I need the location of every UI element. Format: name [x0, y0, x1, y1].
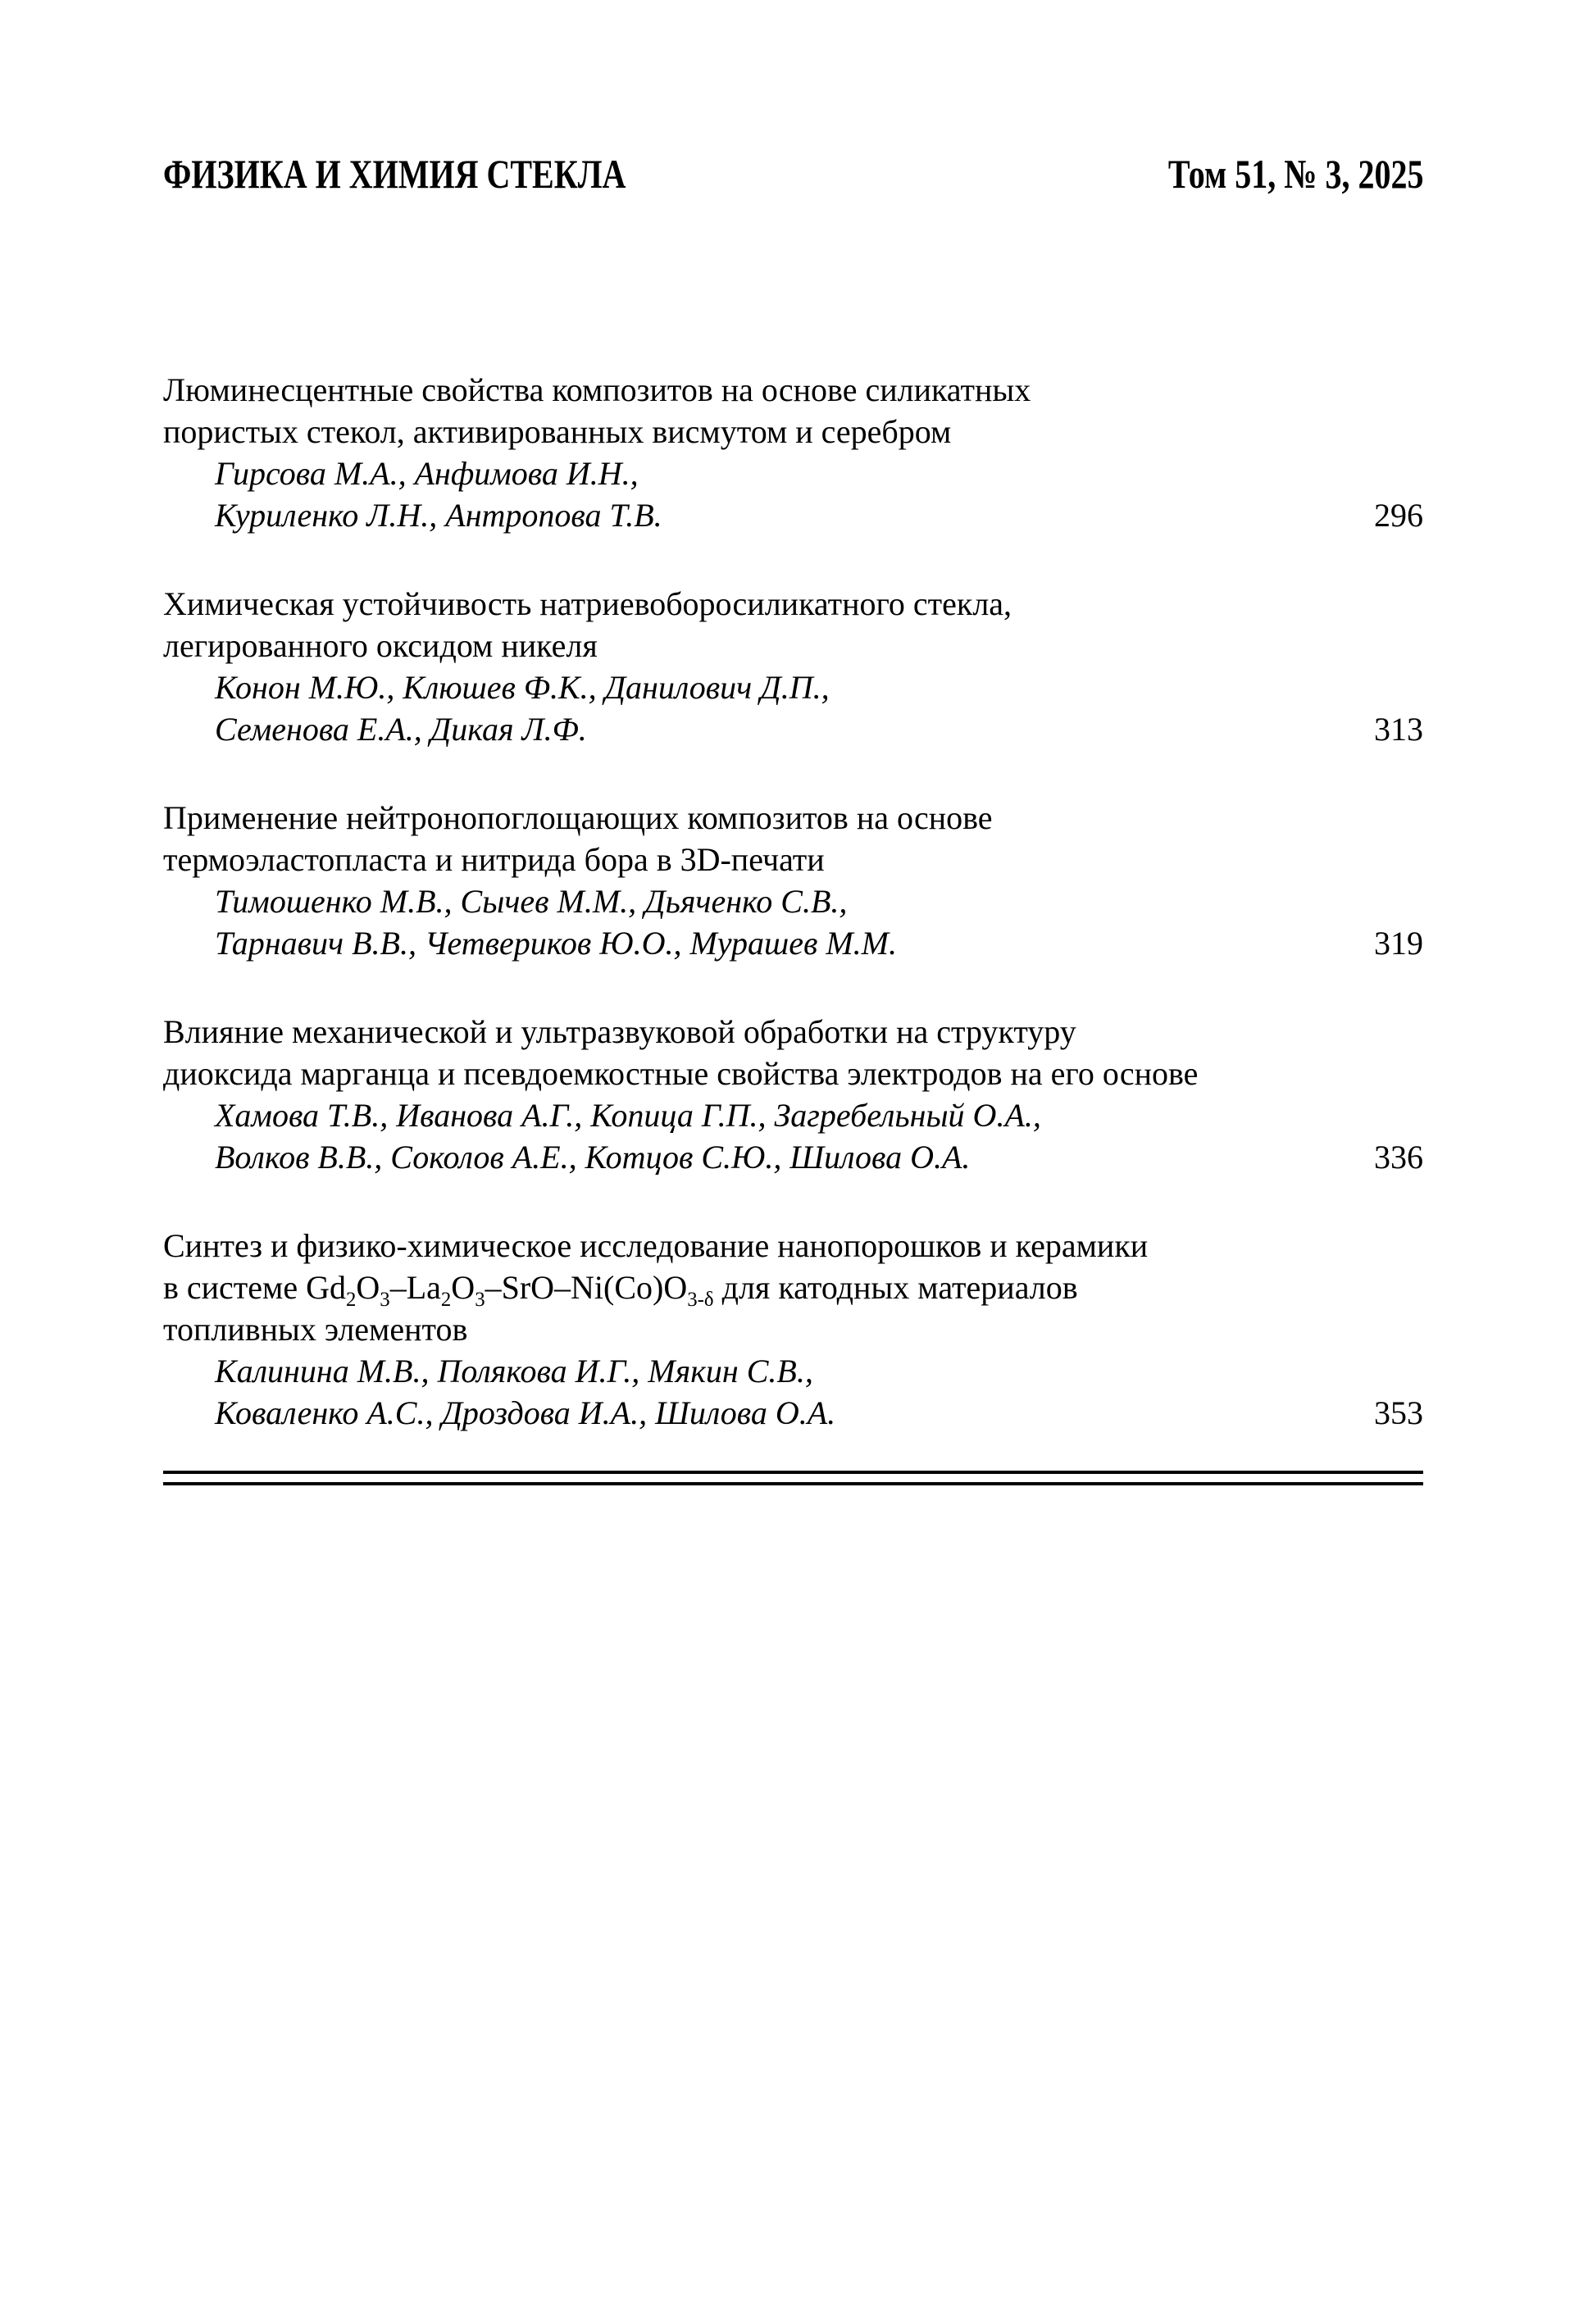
entry-title-line: Влияние механической и ультразвуковой обработки на структуру — [163, 1013, 1076, 1050]
entry-authors-page-line — [163, 922, 1423, 964]
entry-title-line: диоксида марганца и псевдоемкостные свойства электродов на его основе — [163, 1055, 1199, 1092]
toc-entry — [163, 583, 1423, 750]
issue-info: Том 51, № 3, 2025 — [1167, 151, 1423, 197]
entry-page-number: 296 — [1374, 497, 1423, 534]
entry-title-line: Применение нейтронопоглощающих композитов на основе — [163, 799, 993, 836]
entry-title-line: Химическая устойчивость натриевоборосиликатного стекла, — [163, 585, 1012, 622]
entry-title-line: Синтез и физико-химическое исследование нанопорошков и керамики — [163, 1227, 1149, 1264]
entry-authors-line: Тарнавич В.В., Четвериков Ю.О., Мурашев М.М. — [215, 925, 897, 962]
entry-authors-line: Калинина М.В., Полякова И.Г., Мякин С.В., — [215, 1353, 813, 1389]
entry-title-line: топливных элементов — [163, 1311, 468, 1348]
entry-title-line: Люминесцентные свойства композитов на основе силикатных — [163, 371, 1031, 408]
entry-authors-line: Семенова Е.А., Дикая Л.Ф. — [215, 711, 587, 748]
entry-authors-line: Тимошенко М.В., Сычев М.М., Дьяченко С.В., — [215, 883, 848, 920]
entry-page-number: 313 — [1374, 711, 1423, 748]
entry-authors-line: Гирсова М.А., Анфимова И.Н., — [215, 455, 639, 492]
formula-subscript: 2 — [346, 1289, 357, 1311]
entry-title-line: термоэластопласта и нитрида бора в 3D-печати — [163, 841, 825, 878]
formula-text: –La — [389, 1269, 441, 1306]
formula-subscript: 3 — [380, 1289, 390, 1311]
formula-subscript: 3 — [475, 1289, 485, 1311]
toc-entry — [163, 1011, 1423, 1178]
bottom-double-rule — [163, 1471, 1423, 1485]
entry-page-number: 353 — [1374, 1394, 1423, 1431]
entry-title-line: пористых стекол, активированных висмутом и серебром — [163, 413, 952, 450]
formula-subscript: 3-δ — [687, 1289, 714, 1311]
formula-text: O — [356, 1269, 380, 1306]
entry-authors-page-line — [163, 1136, 1423, 1178]
entry-authors-line: Конон М.Ю., Клюшев Ф.К., Данилович Д.П., — [215, 669, 830, 706]
entry-authors-page-line — [163, 1392, 1423, 1434]
entry-page-number: 319 — [1374, 925, 1423, 962]
entry-authors-line: Куриленко Л.Н., Антропова Т.В. — [215, 497, 662, 534]
toc-entry — [163, 1225, 1423, 1434]
entry-authors-page-line — [163, 494, 1423, 536]
entry-authors-line: Хамова Т.В., Иванова А.Г., Копица Г.П., Загребельный О.А., — [215, 1097, 1041, 1134]
formula-subscript: 2 — [440, 1289, 452, 1311]
formula-text: O — [451, 1269, 475, 1306]
table-of-contents — [163, 369, 1423, 1485]
toc-entry — [163, 369, 1423, 536]
entry-title-formula-line — [163, 1267, 1423, 1311]
entry-authors-line: Волков В.В., Соколов А.Е., Котцов С.Ю., Шилова О.А. — [215, 1139, 971, 1176]
entry-title-line: легированного оксидом никеля — [163, 627, 598, 664]
formula-text: для катодных материалов — [713, 1269, 1078, 1306]
formula-text: –SrO–Ni(Co)O — [485, 1269, 688, 1306]
journal-title: ФИЗИКА И ХИМИЯ СТЕКЛА — [163, 151, 626, 197]
entry-page-number: 336 — [1374, 1139, 1423, 1176]
formula-text: в системе Gd — [163, 1269, 346, 1306]
entry-authors-line: Коваленко А.С., Дроздова И.А., Шилова О.А. — [215, 1394, 836, 1431]
page-header — [163, 152, 1423, 195]
entry-authors-page-line — [163, 708, 1423, 750]
toc-entry — [163, 797, 1423, 964]
